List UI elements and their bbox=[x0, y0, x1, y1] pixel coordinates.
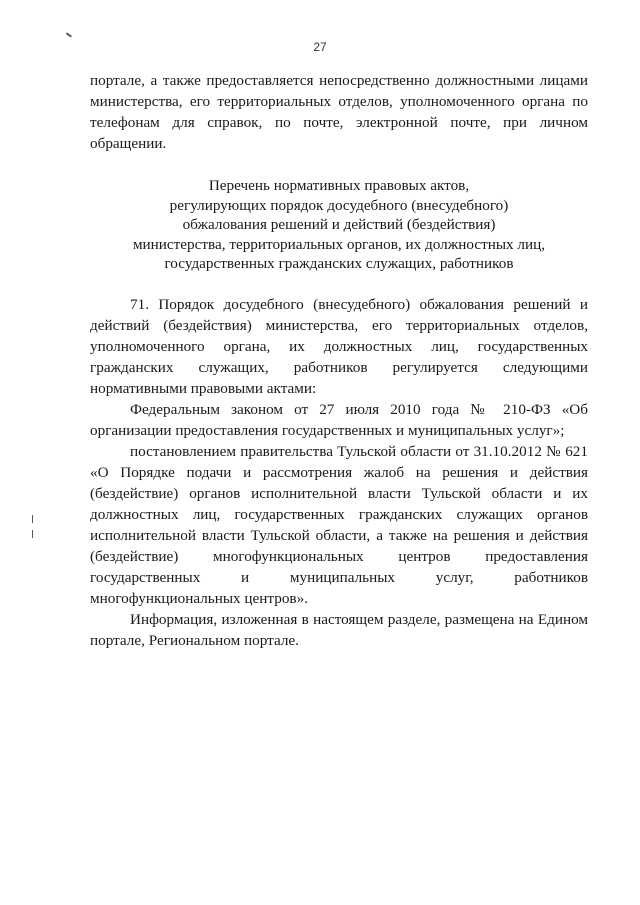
heading-line: регулирующих порядок досудебного (внесудебного) bbox=[169, 196, 509, 214]
paragraph-information: Информация, изложенная в настоящем разделе, размещена на Едином портале, Региональном портале. bbox=[90, 610, 588, 649]
heading-line: государственных гражданских служащих, работников bbox=[164, 255, 514, 272]
spacer bbox=[90, 274, 588, 294]
document-body bbox=[90, 70, 588, 651]
intro-paragraph: порталe, а также предоставляется непосредственно должностными лицами министерства, его территориальных отделов, уполномоченного органа по телефонам для справок, по почте, электронной почте, при личном обращении. bbox=[90, 72, 588, 152]
paragraph-federal-law: Федеральным законом от 27 июля 2010 года № 210-ФЗ «Об организации предоставления государственных и муниципальных услуг»; bbox=[90, 400, 588, 439]
heading-line: Перечень нормативных правовых актов, bbox=[208, 177, 470, 194]
scan-mark bbox=[66, 32, 72, 37]
heading-line: обжалования решений и действий (бездействия) bbox=[182, 216, 496, 233]
section-heading bbox=[90, 176, 588, 274]
scan-mark bbox=[32, 515, 33, 523]
page-number: 27 bbox=[313, 40, 327, 54]
heading-line: министерства, территориальных органов, их должностных лиц, bbox=[132, 235, 546, 253]
paragraph-regulation: постановлением правительства Тульской области от 31.10.2012 № 621 «О Порядке подачи и рассмотрения жалоб на решения и действия (бездействие) органов исполнительной власти Тульской области и их должностных лиц, государственных гражданских служащих органов исполнительной власти Тульской области, а также на решения и действия (бездействие) многофункциональных центров предоставления государственных и муниципальных услуг, работников многофункциональных центров». bbox=[90, 442, 588, 607]
scan-mark bbox=[32, 530, 33, 538]
paragraph-71: 71. Порядок досудебного (внесудебного) обжалования решений и действий (бездействия) министерства, его территориальных отделов, уполномоченного органа, их должностных лиц, государственных гражданских служащих, работников регулируется следующими нормативными правовыми актами: bbox=[90, 295, 588, 397]
